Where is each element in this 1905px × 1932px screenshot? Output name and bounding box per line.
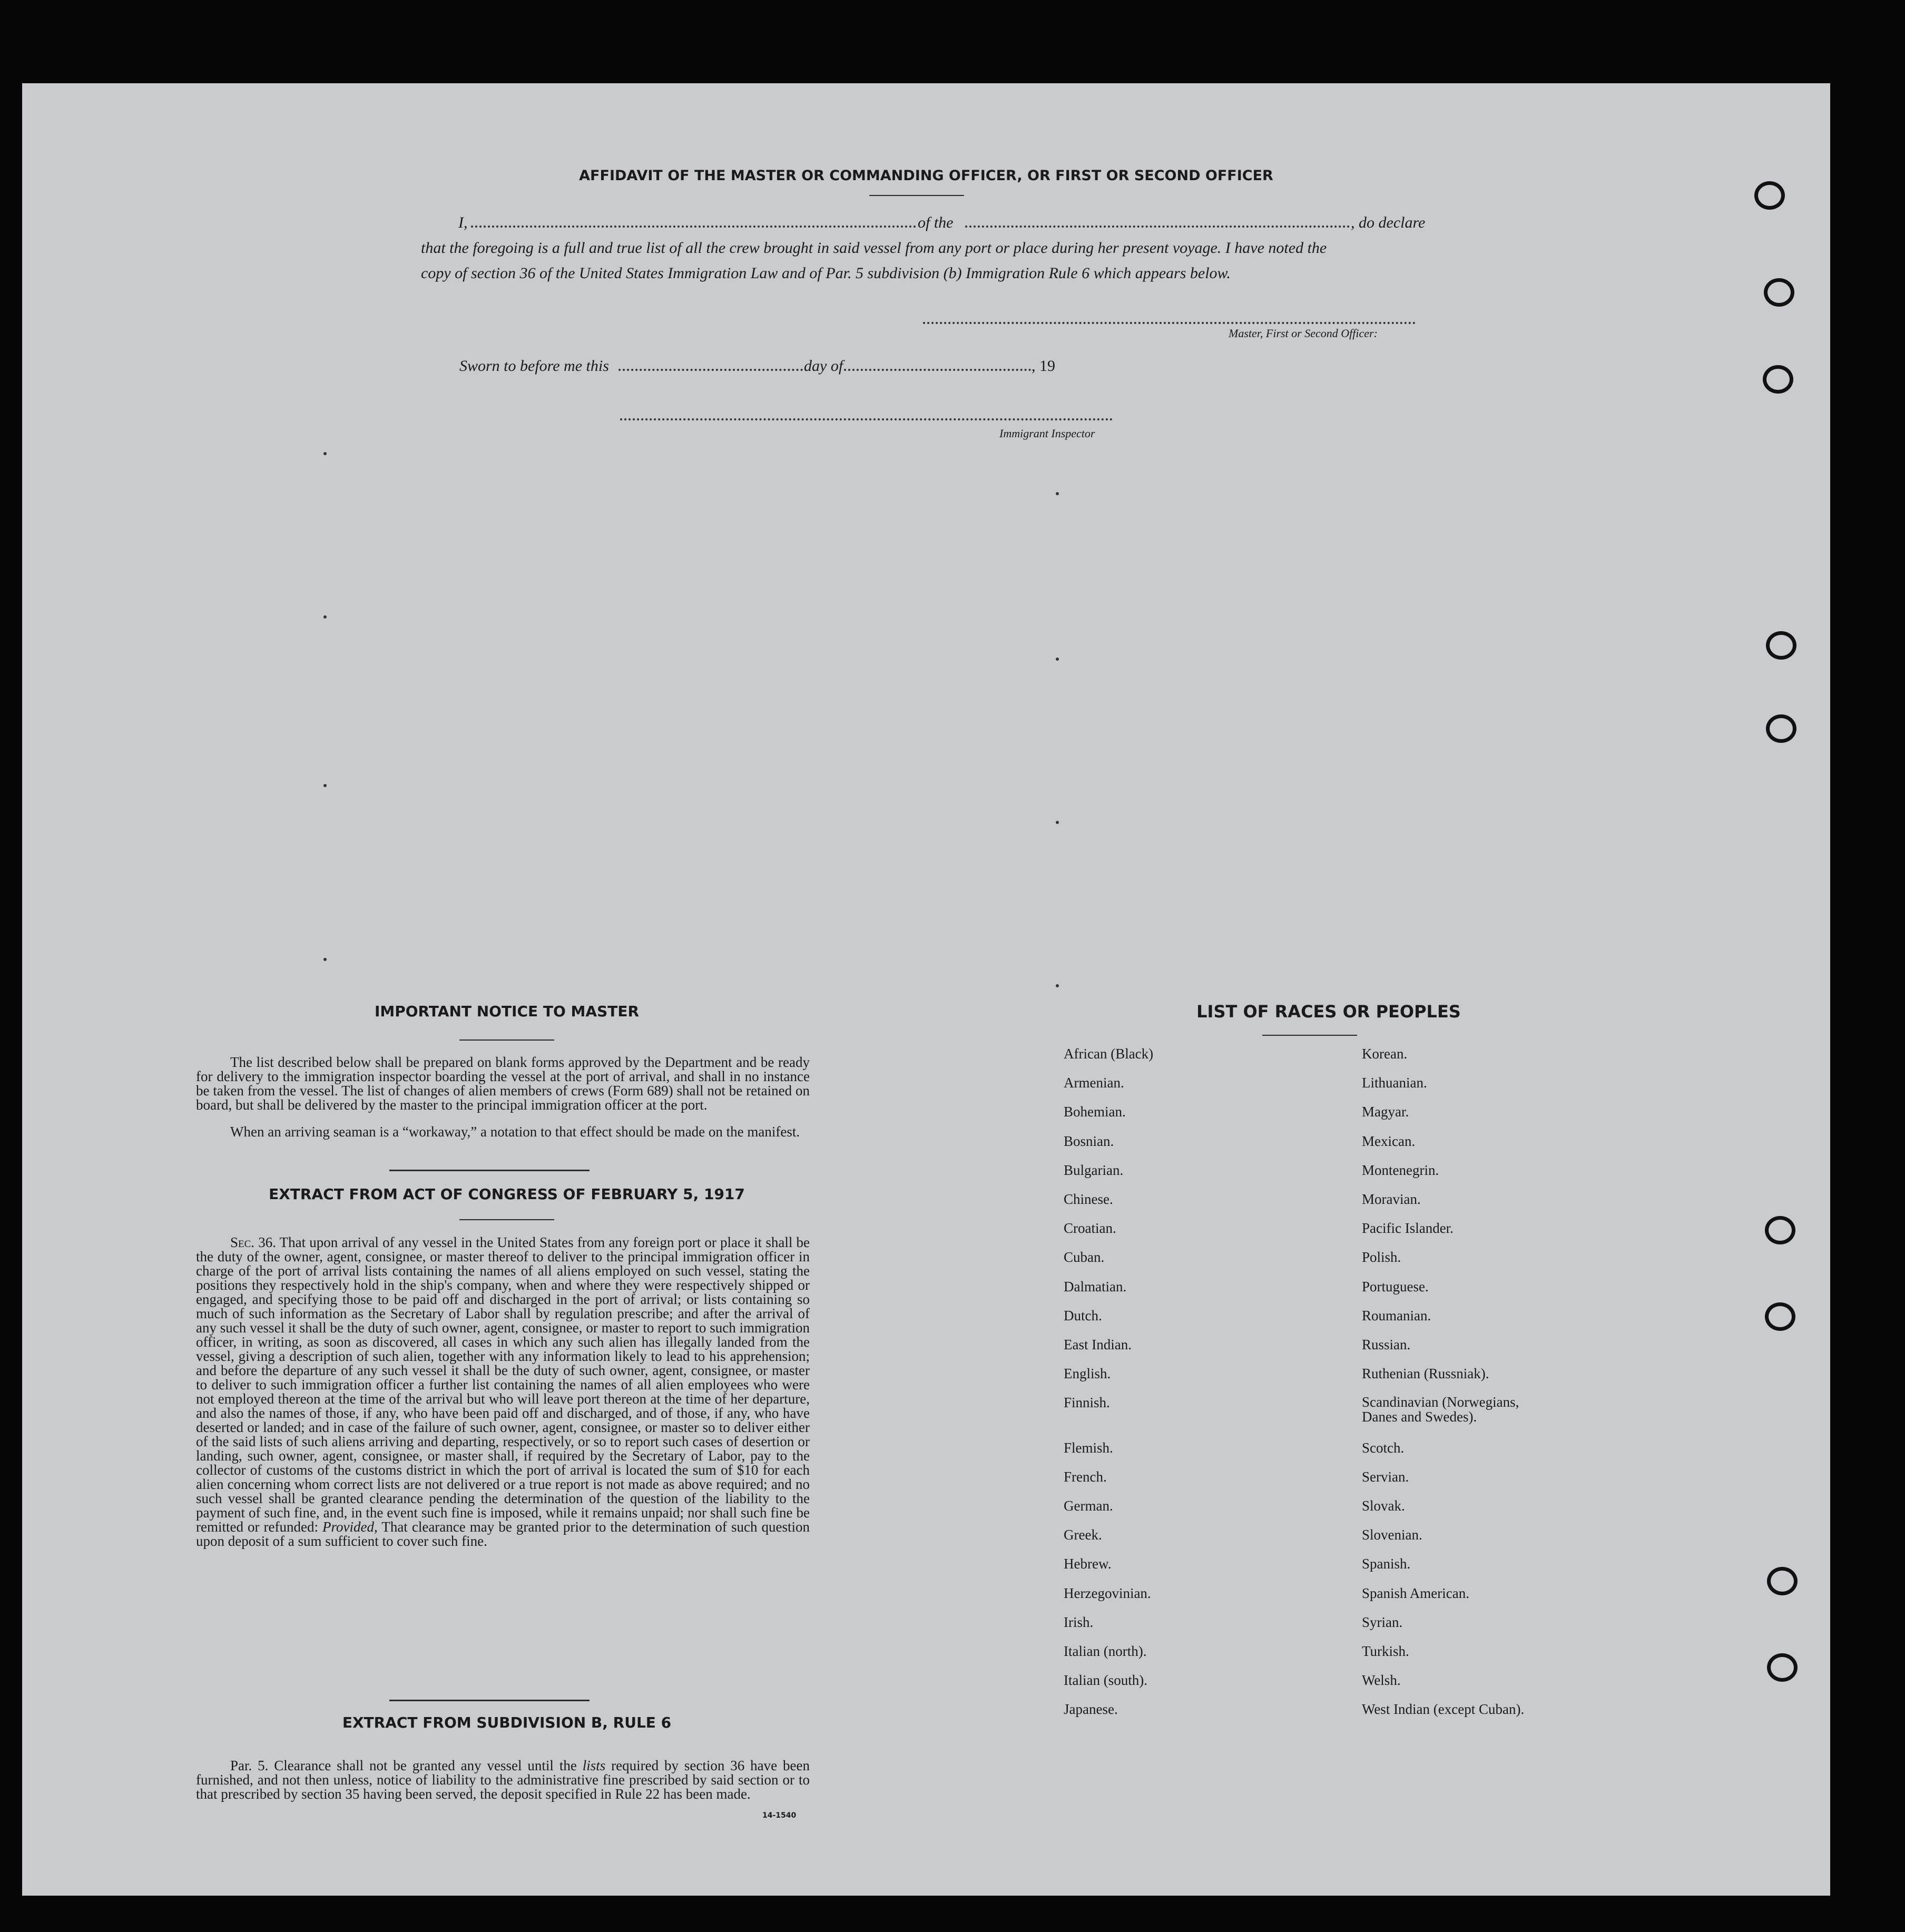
speck	[1056, 658, 1059, 661]
binder-hole	[1767, 1567, 1798, 1595]
race-item: Dalmatian.	[1064, 1278, 1127, 1294]
affidavit-i-label: I,	[458, 214, 468, 231]
notice-para-1: The list described below shall be prepared on blank forms approved by the Department and be ready for delivery to the immigration inspector boarding the vessel at the port of arrival, and shall in no instance be taken from the vessel. The list of changes of alien members of crews (Form 689) shall not be retained on board, but shall be delivered by the master to the principal immigration officer at the port.	[196, 1054, 810, 1113]
binder-hole	[1765, 1302, 1795, 1331]
race-item: Pacific Islander.	[1362, 1220, 1454, 1237]
sworn-month-blank[interactable]	[844, 369, 1031, 371]
race-item: Slovenian.	[1362, 1527, 1422, 1543]
rule-text-a: Par. 5. Clearance shall not be granted any vessel until the	[230, 1758, 577, 1773]
speck	[323, 784, 327, 787]
provided-word: Provided,	[322, 1519, 378, 1535]
race-item: Spanish.	[1362, 1556, 1411, 1572]
race-item: East Indian.	[1064, 1337, 1132, 1352]
rule-text-b: required by section 36 have been furnished, and not then unless, notice of liability to the administrative fine prescribed by said section or to that prescribed by section 35 having been served, the deposit specified in Rule 22 has been made.	[196, 1758, 810, 1802]
race-item: Flemish.	[1064, 1439, 1113, 1456]
race-item: Turkish.	[1362, 1643, 1409, 1659]
notice-para-2: When an arriving seaman is a “workaway,” a notation to that effect should be made on the manifest.	[230, 1124, 800, 1140]
binder-hole	[1766, 631, 1796, 660]
speck	[1056, 984, 1059, 987]
race-item: Korean.	[1362, 1046, 1408, 1062]
race-item: Moravian.	[1362, 1191, 1421, 1207]
inspector-signature-line[interactable]	[620, 418, 1113, 420]
race-item: Slovak.	[1362, 1498, 1405, 1514]
divider	[869, 195, 964, 196]
race-item: Scotch.	[1362, 1439, 1405, 1456]
rule-extract-title: EXTRACT FROM SUBDIVISION B, RULE 6	[342, 1714, 672, 1731]
officer-signature-line[interactable]	[923, 322, 1416, 324]
affidavit-do-declare: , do declare	[1351, 214, 1426, 231]
day-of-label: day of	[804, 357, 843, 375]
divider	[389, 1170, 590, 1171]
race-item: West Indian (except Cuban).	[1362, 1701, 1525, 1718]
inspector-caption: Immigrant Inspector	[999, 427, 1095, 440]
act-extract-text	[196, 1235, 810, 1548]
affidavit-title: AFFIDAVIT OF THE MASTER OR COMMANDING OFFICER, OR FIRST OR SECOND OFFICER	[579, 168, 1273, 184]
race-item: Syrian.	[1362, 1614, 1403, 1630]
race-item: French.	[1064, 1468, 1107, 1485]
race-item: Hebrew.	[1064, 1556, 1112, 1572]
speck	[1056, 492, 1059, 495]
race-item: Servian.	[1362, 1468, 1409, 1485]
race-item: African (Black)	[1064, 1046, 1154, 1062]
sworn-label: Sworn to before me this	[459, 357, 609, 375]
race-item: Herzegovinian.	[1064, 1585, 1151, 1601]
binder-hole	[1765, 1216, 1795, 1244]
race-item: Scandinavian (Norwegians, Danes and Swedes).	[1362, 1394, 1519, 1425]
section-label: Sec. 36.	[230, 1234, 276, 1250]
sworn-day-blank[interactable]	[618, 369, 803, 371]
speck	[323, 615, 327, 619]
officer-caption: Master, First or Second Officer:	[1229, 327, 1378, 340]
race-item: Greek.	[1064, 1527, 1102, 1543]
races-title: LIST OF RACES OR PEOPLES	[1196, 1002, 1461, 1022]
manifest-page	[22, 83, 1830, 1896]
binder-hole	[1763, 365, 1793, 394]
section-36-text: That upon arrival of any vessel in the United States from any foreign port or place it shall be the duty of the owner, agent, consignee, or master thereof to deliver to the principal immigration officer in charge of the port of arrival lists containing the names of all aliens employed on such vessel, stating the positions they respectively hold in the ship's company, when and where they were respectively shipped or engaged, and specifying those to be paid off and discharged in the port of arrival; or lists containing so much of such information as the Secretary of Labor shall by regulation prescribe; and after the arrival of any such vessel it shall be the duty of such owner, agent, consignee, or master to report to such immigration officer, in writing, as soon as discovered, all cases in which any such alien has illegally landed from the vessel, giving a description of such alien, together with any information likely to lead to his apprehension; and before the departure of any such vessel it shall be the duty of such owner, agent, consignee, or master to deliver to such immigration officer a further list containing the names of all alien employees who were not employed thereon at the time of the arrival but who will leave port thereon at the time of her departure, and also the names of those, if any, who have been paid off and discharged, and of those, if any, who have deserted or landed; and in case of the failure of such owner, agent, consignee, or master so to deliver either of the said lists of such aliens arriving and departing, respectively, or so to report such cases of desertion or landing, such owner, agent, consignee, or master shall, if required by the Secretary of Labor, pay to the collector of customs of the customs district in which the port of arrival is located the sum of $10 for each alien concerning whom correct lists are not delivered or a true report is not made as above required; and no such vessel shall be granted clearance pending the determination of the question of the liability to the payment of such fine, and, in the event such fine is imposed, while it remains unpaid; nor shall such fine be remitted or refunded:	[196, 1234, 810, 1535]
race-item: Russian.	[1362, 1337, 1411, 1352]
speck	[323, 452, 327, 455]
binder-hole	[1764, 278, 1794, 307]
race-item: Polish.	[1362, 1249, 1401, 1266]
speck	[1056, 821, 1059, 824]
race-item: Welsh.	[1362, 1672, 1401, 1689]
binder-hole	[1767, 1653, 1798, 1682]
race-item: Ruthenian (Russniak).	[1362, 1366, 1489, 1382]
race-item: Bulgarian.	[1064, 1162, 1124, 1178]
race-item: Cuban.	[1064, 1249, 1105, 1266]
race-item: German.	[1064, 1498, 1113, 1514]
race-item: Mexican.	[1362, 1133, 1416, 1149]
name-blank[interactable]	[471, 225, 916, 228]
race-item: Portuguese.	[1362, 1278, 1429, 1294]
rule-extract-text	[196, 1759, 810, 1801]
affidavit-of-the-label: of the	[918, 214, 954, 231]
divider	[389, 1700, 590, 1701]
race-item: Roumanian.	[1362, 1307, 1431, 1323]
divider	[1262, 1035, 1357, 1036]
section-36-text-end: That clearance may be granted prior to the determination of such question upon deposit of a sum sufficient to cover such fine.	[196, 1519, 810, 1549]
race-item: Magyar.	[1362, 1104, 1409, 1120]
race-item: Bohemian.	[1064, 1104, 1126, 1120]
race-item: Italian (south).	[1064, 1672, 1147, 1689]
race-item: Armenian.	[1064, 1075, 1124, 1091]
race-item: English.	[1064, 1366, 1111, 1382]
notice-title: IMPORTANT NOTICE TO MASTER	[374, 1003, 640, 1020]
race-item: Spanish American.	[1362, 1585, 1469, 1601]
race-item: Croatian.	[1064, 1220, 1116, 1237]
lists-word: lists	[582, 1758, 606, 1773]
divider	[459, 1039, 554, 1041]
year-label: , 19	[1032, 357, 1055, 375]
race-item: Italian (north).	[1064, 1643, 1147, 1659]
vessel-blank[interactable]	[965, 225, 1350, 228]
affidavit-line-2: that the foregoing is a full and true list of all the crew brought in said vessel from any port or place during her present voyage. I have noted the	[421, 239, 1327, 257]
binder-hole	[1766, 714, 1796, 743]
race-item: Dutch.	[1064, 1307, 1102, 1323]
race-item: Chinese.	[1064, 1191, 1113, 1207]
race-item: Montenegrin.	[1362, 1162, 1439, 1178]
race-item: Finnish.	[1064, 1395, 1110, 1411]
race-item: Lithuanian.	[1362, 1075, 1427, 1091]
speck	[323, 958, 327, 961]
race-item: Japanese.	[1064, 1701, 1118, 1718]
race-item: Bosnian.	[1064, 1133, 1114, 1149]
divider	[459, 1219, 554, 1220]
form-number: 14-1540	[762, 1811, 797, 1820]
race-item: Irish.	[1064, 1614, 1094, 1630]
binder-hole	[1754, 181, 1785, 210]
affidavit-line-3: copy of section 36 of the United States Immigration Law and of Par. 5 subdivision (b) Immigration Rule 6 which appears below.	[421, 264, 1231, 282]
act-extract-title: EXTRACT FROM ACT OF CONGRESS OF FEBRUARY 5, 1917	[269, 1185, 745, 1203]
